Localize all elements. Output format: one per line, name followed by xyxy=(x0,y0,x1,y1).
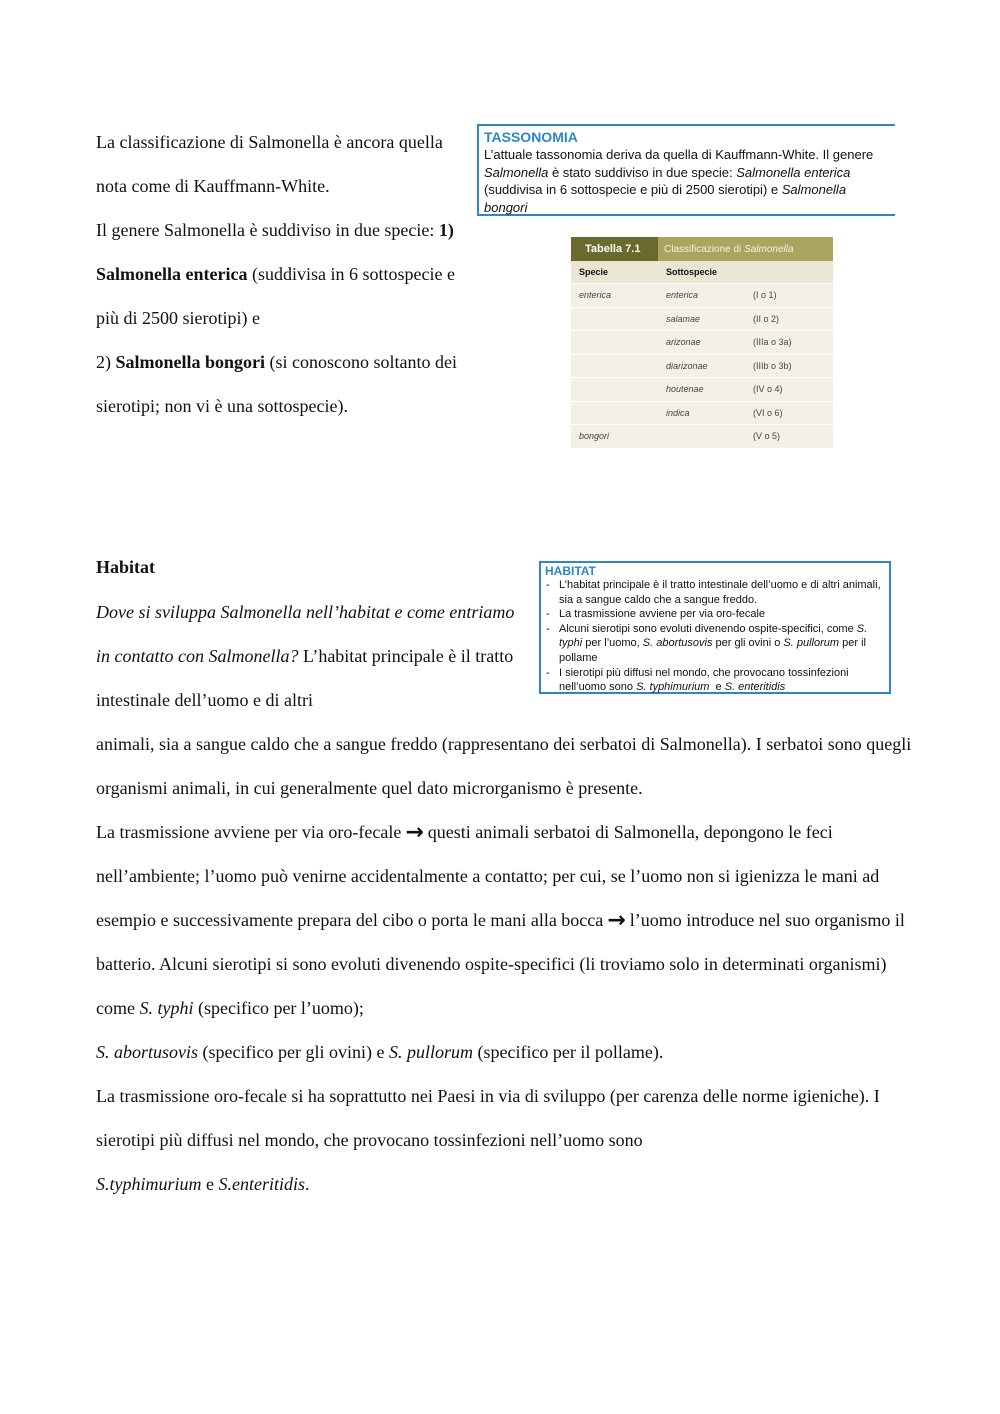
s-typhimurium: S.typhimurium xyxy=(96,1174,202,1194)
habitat-intro-paragraph xyxy=(96,590,516,722)
habitat-transmission-2: questi animali serbatoi di Salmonella, depongono le feci nell’ambiente; l’uomo può venirne accidentalmente a contatto; per cui, se l’uomo non si igienizza le mani ad esempio e successivamente prepara del cibo o porta le mani alla bocca xyxy=(96,822,880,930)
intro-text-1: La classificazione di Salmonella è ancora quella nota come di Kauffmann-White. xyxy=(96,132,443,196)
intro-text-4: 2) xyxy=(96,352,116,372)
habitat-box-title: HABITAT xyxy=(545,564,596,578)
intro-paragraph xyxy=(96,120,466,428)
table-row xyxy=(571,284,833,308)
habitat-box-text: e xyxy=(709,681,725,694)
table-cell: (I o 1) xyxy=(745,284,833,308)
table-cell: (IIIa o 3a) xyxy=(745,331,833,355)
table-cell: houtenae xyxy=(658,378,745,402)
table-row xyxy=(571,354,833,378)
list-item xyxy=(545,622,885,666)
table-cell: indica xyxy=(658,401,745,425)
table-cell xyxy=(571,307,658,331)
table-cell: enterica xyxy=(571,284,658,308)
classification-table xyxy=(571,237,833,448)
habitat-transmission-6: (specifico per il pollame). xyxy=(472,1042,664,1062)
table-cell xyxy=(571,401,658,425)
intro-text-5: (si conoscono soltanto dei sierotipi; non vi è una sottospecie). xyxy=(96,352,458,416)
table-cell: salamae xyxy=(658,307,745,331)
habitat-box-list xyxy=(545,578,885,695)
intro-text-2: Il genere Salmonella è suddiviso in due specie: xyxy=(96,220,439,240)
table-header-blank xyxy=(745,261,833,284)
table-cell xyxy=(571,378,658,402)
table-row xyxy=(571,331,833,355)
table-cell xyxy=(658,425,745,448)
habitat-box-italic: S. pullorum xyxy=(783,637,840,650)
taxonomy-title: TASSONOMIA xyxy=(484,129,578,145)
intro-bongori: Salmonella bongori xyxy=(115,352,266,372)
s-enteritidis: S.enteritidis xyxy=(218,1174,305,1194)
table-cell: (IIIb o 3b) xyxy=(745,354,833,378)
table-cell: (VI o 6) xyxy=(745,401,833,425)
habitat-answer-2: animali, sia a sangue caldo che a sangue freddo (rappresentano dei serbatoi di Salmonella). I serbatoi sono quegli organismi animali, in cui generalmente quel dato microrganismo è presente. xyxy=(96,734,912,798)
table-cell xyxy=(571,354,658,378)
taxonomy-italic-2: Salmonella enterica xyxy=(736,164,851,180)
habitat-box-text: Alcuni sierotipi sono evoluti divenendo ospite-specifici, come xyxy=(559,622,857,635)
habitat-box xyxy=(539,561,891,694)
s-typhi: S. typhi xyxy=(139,998,194,1018)
table-label: Tabella 7.1 xyxy=(571,237,658,261)
list-item: - La trasmissione avviene per via oro-fecale xyxy=(545,607,885,622)
table-cell xyxy=(571,331,658,355)
table-cell: arizonae xyxy=(658,331,745,355)
taxonomy-text-2: è stato suddiviso in due specie: xyxy=(548,164,737,180)
table-caption-italic: Salmonella xyxy=(744,243,794,255)
habitat-body xyxy=(96,722,916,1206)
habitat-question: Dove si sviluppa Salmonella nell’habitat e come entriamo in contatto con Salmonella? xyxy=(96,602,515,666)
list-item: - L’habitat principale è il tratto intestinale dell’uomo e di altri animali, sia a sangue caldo che a sangue freddo. xyxy=(545,578,885,607)
intro-enterica: 1) Salmonella enterica xyxy=(96,220,454,284)
habitat-transmission-1: La trasmissione avviene per via oro-fecale xyxy=(96,822,402,842)
habitat-box-italic: S. abortusovis xyxy=(642,637,713,650)
list-item xyxy=(545,666,885,695)
habitat-transmission-3: l’uomo introduce nel suo organismo il batterio. Alcuni sierotipi si sono evoluti divenendo ospite-specifici (li troviamo solo in determinati organismi) come xyxy=(96,910,905,1018)
table-cell: (II o 2) xyxy=(745,307,833,331)
s-abortusovis: S. abortusovis xyxy=(96,1042,199,1062)
table-caption xyxy=(658,237,833,261)
s-pullorum: S. pullorum xyxy=(388,1042,473,1062)
habitat-box-italic: S. typhimurium xyxy=(636,681,710,694)
table-cell: bongori xyxy=(571,425,658,448)
habitat-box-italic: S. typhi xyxy=(559,622,868,650)
habitat-serotypes-text: La trasmissione oro-fecale si ha soprattutto nei Paesi in via di sviluppo (per carenza delle norme igieniche). I sierotipi più diffusi nel mondo, che provocano tossinfezioni nell’uomo sono xyxy=(96,1086,880,1150)
habitat-and: e xyxy=(201,1174,219,1194)
arrow-right-icon: → xyxy=(405,820,424,845)
table-row xyxy=(571,378,833,402)
intro-text-3: (suddivisa in 6 sottospecie e più di 2500 sierotipi) e xyxy=(96,264,455,328)
table-header-species: Specie xyxy=(571,261,658,284)
habitat-transmission-4: (specifico per l’uomo); xyxy=(193,998,364,1018)
taxonomy-text xyxy=(484,146,890,216)
taxonomy-text-3: (suddivisa in 6 sottospecie e più di 2500 sierotipi) e xyxy=(484,182,782,197)
table-caption-text: Classificazione di xyxy=(664,243,745,255)
habitat-box-text: per l’uomo, xyxy=(582,637,643,650)
table-cell: (IV o 4) xyxy=(745,378,833,402)
taxonomy-italic-3: Salmonella bongori xyxy=(484,182,847,215)
table-row xyxy=(571,401,833,425)
habitat-box-text: per il pollame xyxy=(559,637,866,664)
table-header-subspecies: Sottospecie xyxy=(658,261,745,284)
table-row xyxy=(571,425,833,448)
table-cell: diarizonae xyxy=(658,354,745,378)
taxonomy-text-1: L’attuale tassonomia deriva da quella di Kauffmann-White. Il genere xyxy=(484,147,874,162)
table-cell: (V o 5) xyxy=(745,425,833,448)
taxonomy-italic-1: Salmonella xyxy=(484,164,549,180)
habitat-box-italic: S. enteritidis xyxy=(724,681,786,694)
taxonomy-box xyxy=(477,124,895,216)
table-row xyxy=(571,307,833,331)
habitat-answer-1: L’habitat principale è il tratto intestinale dell’uomo e di altri xyxy=(96,646,514,710)
habitat-box-text: I sierotipi più diffusi nel mondo, che provocano tossinfezioni nell’uomo sono xyxy=(559,666,849,694)
habitat-box-text: per gli ovini o xyxy=(712,637,784,650)
table-cell: enterica xyxy=(658,284,745,308)
arrow-right-icon: → xyxy=(607,908,626,933)
habitat-period: . xyxy=(305,1174,310,1194)
habitat-heading: Habitat xyxy=(96,557,156,577)
habitat-transmission-5: (specifico per gli ovini) e xyxy=(198,1042,389,1062)
